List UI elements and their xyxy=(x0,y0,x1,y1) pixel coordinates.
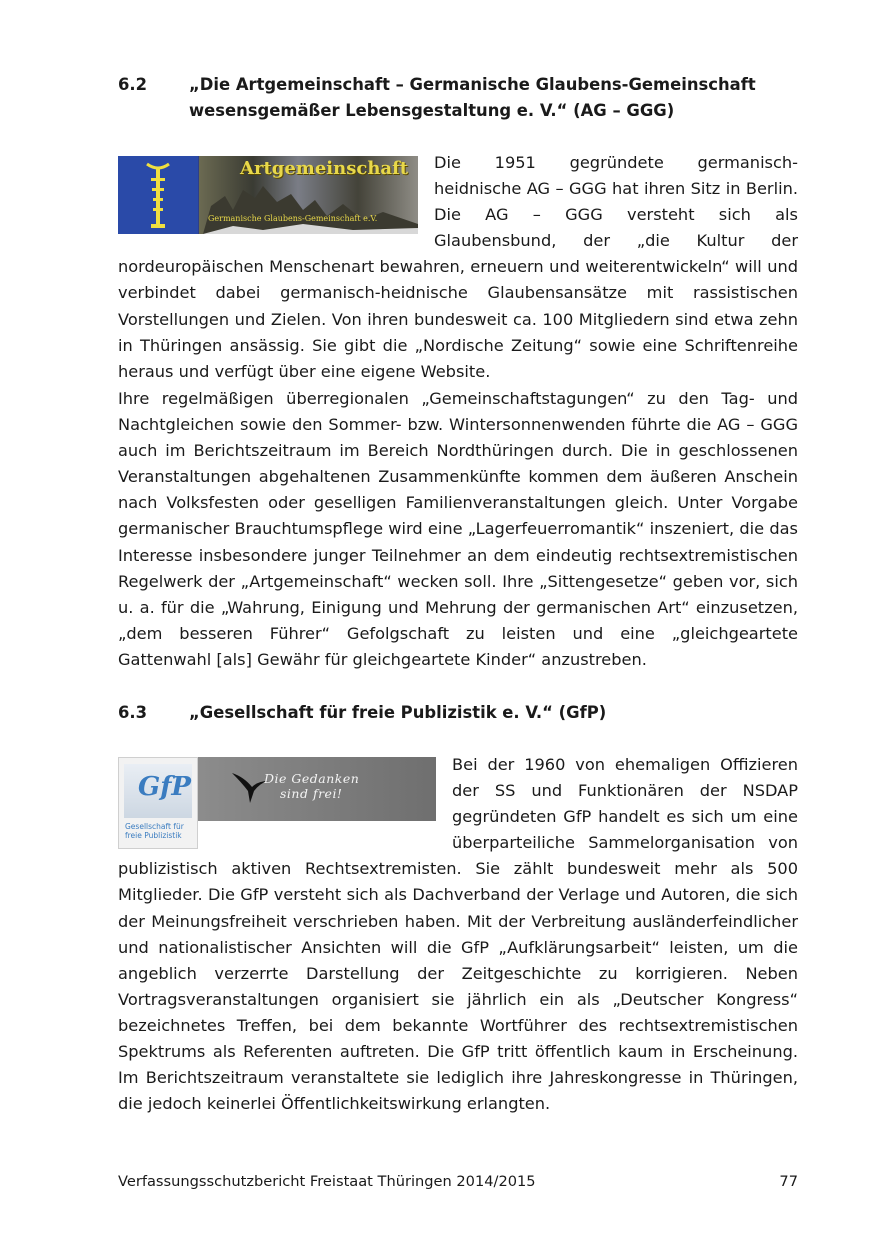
section-number: 6.3 xyxy=(118,703,148,722)
gfp-logo xyxy=(118,757,198,849)
irminsul-icon xyxy=(145,160,171,230)
gfp-logo-box xyxy=(124,764,192,818)
artgemeinschaft-subtitle: Germanische Glaubens-Gemeinschaft e.V. xyxy=(208,213,378,223)
paragraph-text: Die 1951 gegründete germanisch-heidnische AG – GGG hat ihren Sitz in Berlin. Die AG – GGG versteht sich als Glaubensbund, der „die Kultur der nordeuropäischen Menschenart bewahren, erneuern und weiterentwickeln“ will und verbindet dabei germanisch-heidnische Glaubensansätze mit rassistischen Vorstellungen und Zielen. Von ihren bundesweit ca. 100 Mitgliedern sind etwa zehn in Thüringen ansässig. Sie gibt die „Nordische Zeitung“ sowie eine Schriftenreihe heraus und verfügt über eine eigene Website. xyxy=(118,153,798,381)
irminsul-emblem xyxy=(118,156,198,234)
footer-page-number: 77 xyxy=(779,1173,798,1190)
section-6-2-paragraph-2: Ihre regelmäßigen überregionalen „Gemeinschaftstagungen“ zu den Tag- und Nachtgleichen sowie den Sommer- bzw. Wintersonnenwenden führte die AG – GGG auch im Berichtszeitraum im Bereich Nordthüringen durch. Die in geschlossenen Veranstaltungen abgehaltenen Zusammenkünfte kommen dem äußeren Anschein nach Volksfesten oder geselligen Familienveranstaltungen gleich. Unter Vorgabe germanischer Brauchtumspflege wird eine „Lagerfeuerromantik“ inszeniert, die das Interesse insbesondere junger Teilnehmer an dem eindeutig rechtsextremistischen Regelwerk der „Artgemeinschaft“ wecken soll. Ihre „Sittengesetze“ geben vor, sich u. a. für die „Wahrung, Einigung und Mehrung der germanischen Art“ einzusetzen, „dem besseren Führer“ Gefolgschaft zu leisten und eine „gleichgeartete Gattenwahl [als] Gewähr für gleichgeartete Kinder“ anzustreben. xyxy=(118,389,798,669)
paragraph-text: Bei der 1960 von ehemaligen Offizieren der SS und Funktionären der NSDAP gegründeten GfP handelt es sich um eine überparteiliche Sammelorganisation von publizistisch aktiven Rechtsextremisten. Sie zählt bundesweit mehr als 500 Mitglieder. Die GfP versteht sich als Dachverband der Verlage und Autoren, die sich der Meinungsfreiheit verschrieben haben. Mit der Verbreitung ausländerfeindlicher und nationalistischer Ansichten will die GfP „Aufklärungsarbeit“ leisten, um die angeblich verzerrte Darstellung der Zeitgeschichte zu korrigieren. Neben Vortragsveranstaltungen organisiert sie jährlich ein als „Deutscher Kongress“ bezeichnetes Treffen, bei dem bekannte Wortführer des rechtsextremistischen Spektrums als Referenten auftreten. Die GfP tritt öffentlich kaum in Erscheinung. Im Berichtszeitraum veranstaltete sie lediglich ihre Jahreskongresse in Thüringen, die jedoch keinerlei Öffentlichkeitswirkung erlangten. xyxy=(118,755,798,1114)
gfp-logo-text: GfP xyxy=(138,772,191,802)
slogan-line-2: sind frei! xyxy=(280,786,343,801)
section-title: „Die Artgemeinschaft – Germanische Glaubens-Gemeinschaft wesensgemäßer Lebensgestaltung e. V.“ (AG – GGG) xyxy=(189,75,756,120)
gfp-logo-caption: Gesellschaft für freie Publizistik xyxy=(125,822,184,840)
artgemeinschaft-title: Artgemeinschaft xyxy=(240,158,409,179)
gfp-image xyxy=(118,757,436,849)
section-title: „Gesellschaft für freie Publizistik e. V.“ (GfP) xyxy=(189,703,607,722)
artgemeinschaft-image xyxy=(118,156,418,234)
slogan-line-1: Die Gedanken xyxy=(264,771,360,786)
section-6-3-paragraph-1 xyxy=(118,752,798,1117)
section-6-2-paragraph-1 xyxy=(118,150,798,385)
section-number: 6.2 xyxy=(118,75,148,94)
footer-publication: Verfassungsschutzbericht Freistaat Thüringen 2014/2015 xyxy=(118,1173,536,1190)
gfp-slogan xyxy=(264,771,359,801)
